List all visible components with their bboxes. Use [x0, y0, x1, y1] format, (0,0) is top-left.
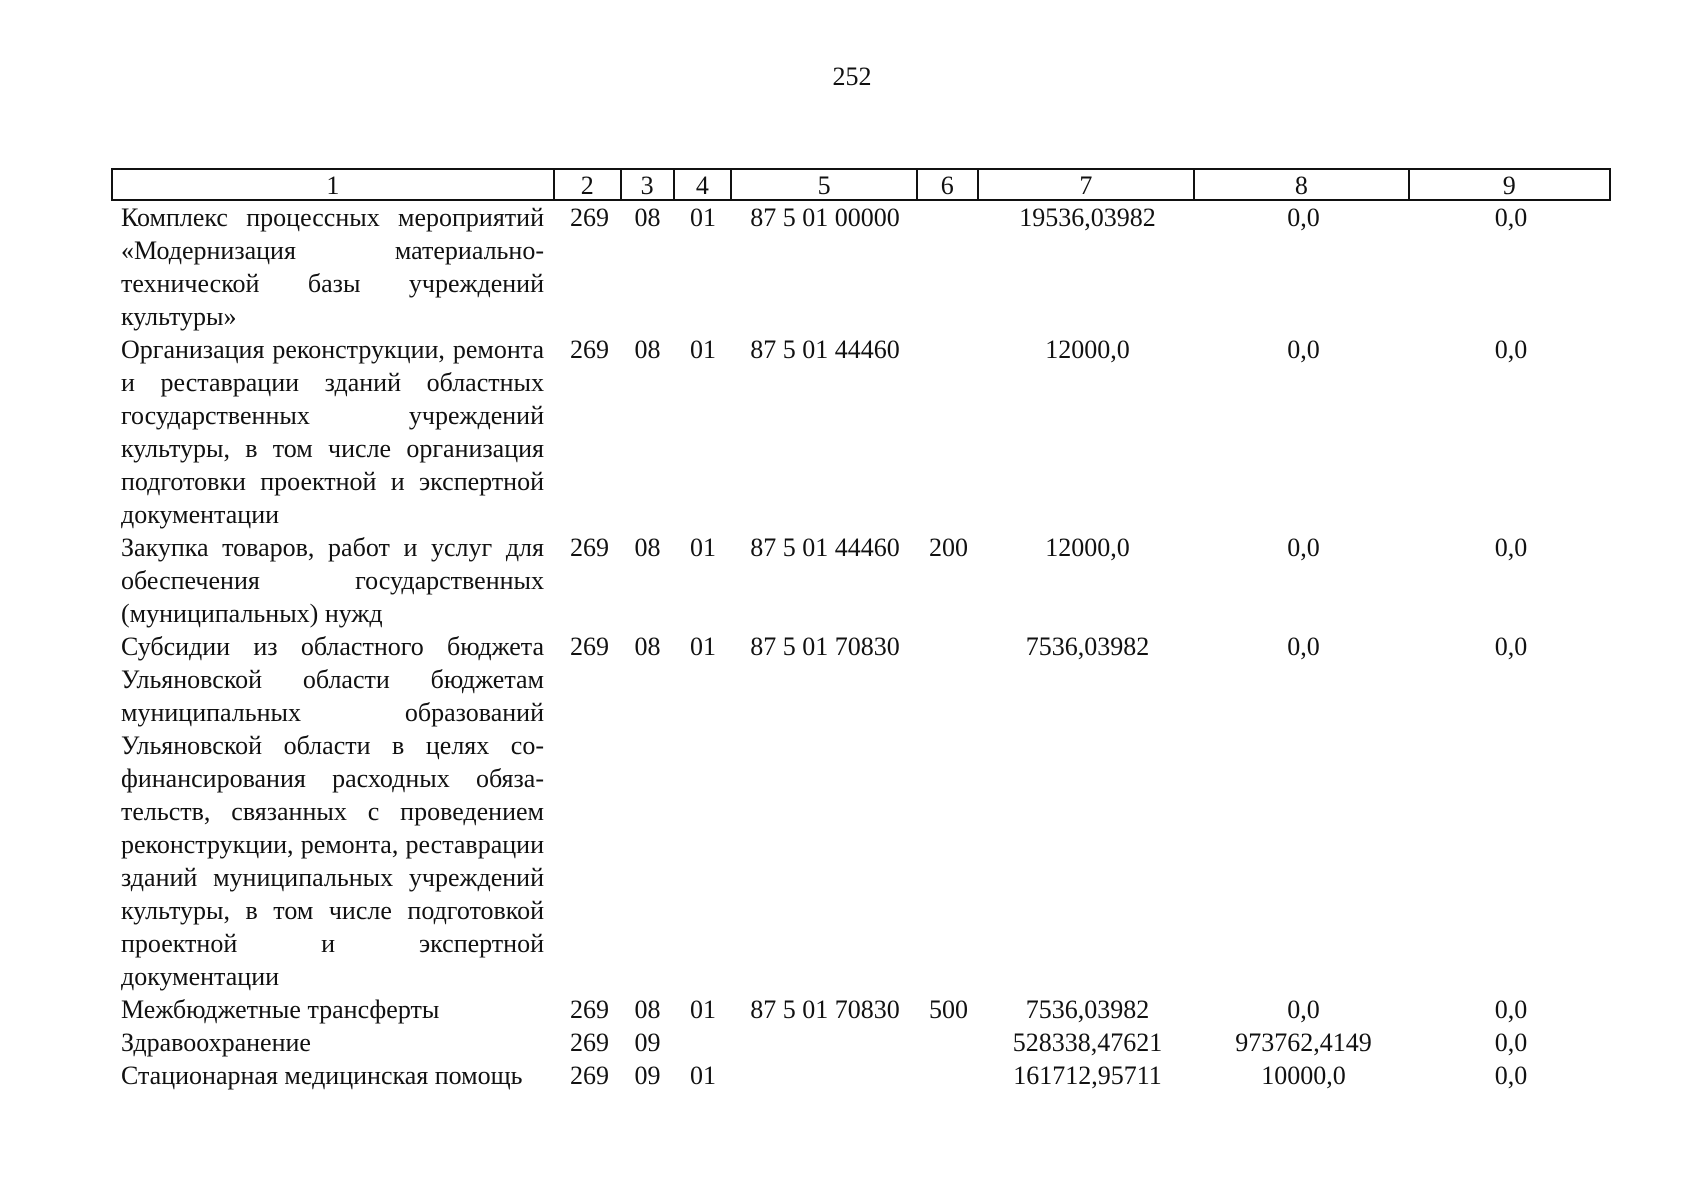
table-row [111, 201, 1611, 333]
table-row [111, 993, 1611, 1026]
row-name: Стационарная медицинская помощь [121, 1061, 523, 1090]
row-col-5: 87 5 01 44460 [750, 533, 900, 562]
row-col-9: 0,0 [1494, 335, 1528, 364]
row-col-4: 01 [690, 203, 716, 232]
row-col-9: 0,0 [1494, 1061, 1528, 1090]
row-col-3: 08 [634, 203, 661, 232]
header-cell-3: 3 [622, 170, 675, 199]
row-col-6: 500 [929, 995, 968, 1024]
header-cell-1: 1 [113, 170, 555, 199]
row-name: Межбюджетные трансферты [121, 995, 440, 1024]
row-col-9: 0,0 [1494, 533, 1528, 562]
row-col-7: 12000,0 [1045, 335, 1130, 364]
row-col-4: 01 [690, 995, 716, 1024]
row-col-5: 87 5 01 44460 [750, 335, 900, 364]
row-col-2: 269 [570, 1028, 609, 1057]
row-col-6: 200 [929, 533, 968, 562]
row-col-2: 269 [570, 1061, 609, 1090]
row-name: Закупка товаров, работ и услуг для обеспечения государственных (муниципальных) нужд [121, 533, 544, 628]
row-col-7: 528338,47621 [1012, 1028, 1163, 1057]
row-col-9: 0,0 [1494, 203, 1528, 232]
header-cell-4: 4 [675, 170, 733, 199]
row-col-5: 87 5 01 00000 [750, 203, 900, 232]
row-col-3: 08 [634, 632, 661, 661]
row-col-4: 01 [690, 533, 716, 562]
row-col-2: 269 [570, 632, 609, 661]
row-col-7: 161712,95711 [1013, 1061, 1162, 1090]
row-name: Комплекс процессных мероприятий «Модернизация материально-технической базы учреждений культуры» [121, 203, 544, 331]
budget-table [111, 168, 1611, 1092]
row-name: Организация реконструкции, ремонта и реставрации зданий областных государственных учреждений культуры, в том числе организация подготовки проектной и экспертной документации [121, 335, 544, 529]
row-col-7: 19536,03982 [1019, 203, 1156, 232]
table-row [111, 1059, 1611, 1092]
row-col-9: 0,0 [1494, 632, 1528, 661]
row-col-2: 269 [570, 995, 609, 1024]
row-col-8: 0,0 [1287, 335, 1320, 364]
row-col-3: 08 [634, 995, 661, 1024]
row-col-9: 0,0 [1494, 1028, 1528, 1057]
row-col-5: 87 5 01 70830 [750, 995, 900, 1024]
header-cell-2: 2 [555, 170, 622, 199]
row-col-2: 269 [570, 203, 609, 232]
table-header [111, 168, 1611, 201]
row-col-7: 7536,03982 [1025, 995, 1150, 1024]
header-cell-7: 7 [979, 170, 1195, 199]
row-col-8: 10000,0 [1261, 1061, 1346, 1090]
row-col-8: 0,0 [1287, 995, 1320, 1024]
row-col-4: 01 [690, 632, 716, 661]
row-col-4: 01 [690, 1061, 716, 1090]
row-name: Субсидии из областного бюджета Ульяновской области бюджетам муниципальных образований Ульяновской области в целях софинансирования расходных обязательств, связанных с проведением реконструкции, ремонта, реставрации зданий муниципальных учреждений культуры, в том числе подготовкой проектной и экспертной документации [121, 632, 544, 991]
row-col-7: 7536,03982 [1025, 632, 1150, 661]
page-number: 252 [832, 62, 872, 91]
header-cell-8: 8 [1195, 170, 1409, 199]
row-col-3: 09 [634, 1028, 661, 1057]
header-cell-9: 9 [1502, 171, 1516, 200]
row-col-3: 08 [634, 335, 661, 364]
row-col-2: 269 [570, 533, 609, 562]
row-col-3: 09 [634, 1061, 661, 1090]
table-row [111, 630, 1611, 993]
row-col-8: 0,0 [1287, 533, 1320, 562]
row-col-5: 87 5 01 70830 [750, 632, 900, 661]
row-name: Здравоохранение [121, 1028, 311, 1057]
row-col-3: 08 [634, 533, 661, 562]
row-col-2: 269 [570, 335, 609, 364]
table-row [111, 1026, 1611, 1059]
table-row [111, 531, 1611, 630]
row-col-8: 0,0 [1287, 203, 1320, 232]
header-cell-6: 6 [918, 170, 979, 199]
row-col-8: 973762,4149 [1235, 1028, 1372, 1057]
row-col-8: 0,0 [1287, 632, 1320, 661]
header-cell-5: 5 [732, 170, 918, 199]
row-col-9: 0,0 [1494, 995, 1528, 1024]
row-col-7: 12000,0 [1045, 533, 1130, 562]
row-col-4: 01 [690, 335, 716, 364]
table-row [111, 333, 1611, 531]
